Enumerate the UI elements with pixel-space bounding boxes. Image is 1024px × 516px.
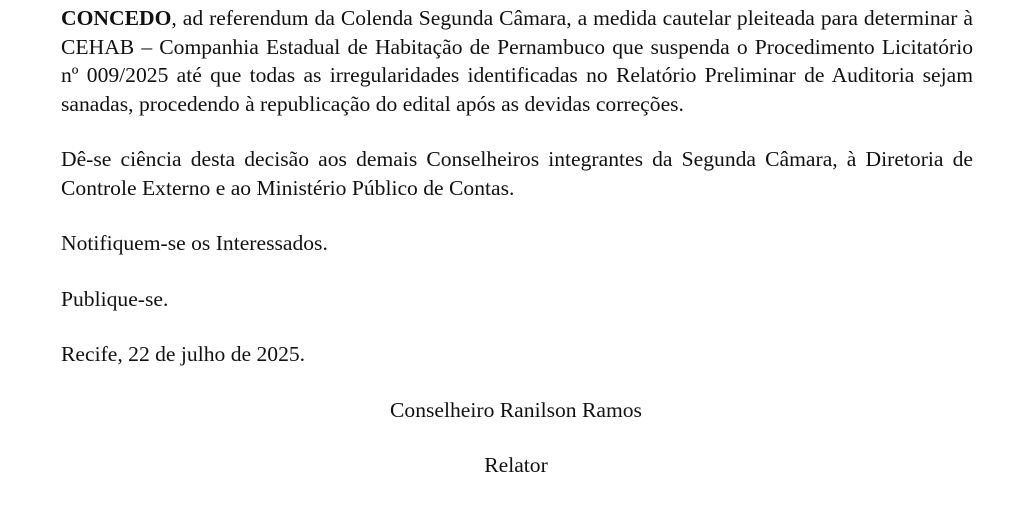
- decision-paragraph-concedo: [61, 4, 973, 118]
- signature-name: Conselheiro Ranilson Ramos: [390, 397, 642, 422]
- publique-paragraph: Publique-se.: [61, 286, 169, 311]
- ciencia-paragraph: Dê-se ciência desta decisão aos demais Conselheiros integrantes da Segunda Câmara, à Diretoria de Controle Externo e ao Ministério Público de Contas.: [61, 147, 973, 200]
- concedo-bold-lead: CONCEDO: [61, 6, 172, 30]
- date-line: Recife, 22 de julho de 2025.: [61, 342, 306, 366]
- notifiquem-paragraph: Notifiquem-se os Interessados.: [61, 231, 328, 255]
- signature-role: Relator: [484, 453, 548, 477]
- decision-document: [61, 4, 973, 480]
- concedo-paragraph-text: , ad referendum da Colenda Segunda Câmara, a medida cautelar pleiteada para determinar à CEHAB – Companhia Estadual de Habitação de Pernambuco que suspenda o Procedimento Licitatório nº 009/2025 até que todas as irregularidades identificadas no Relatório Preliminar de Auditoria sejam sanadas, procedendo à republicação do edital após as devidas correções.: [61, 6, 973, 116]
